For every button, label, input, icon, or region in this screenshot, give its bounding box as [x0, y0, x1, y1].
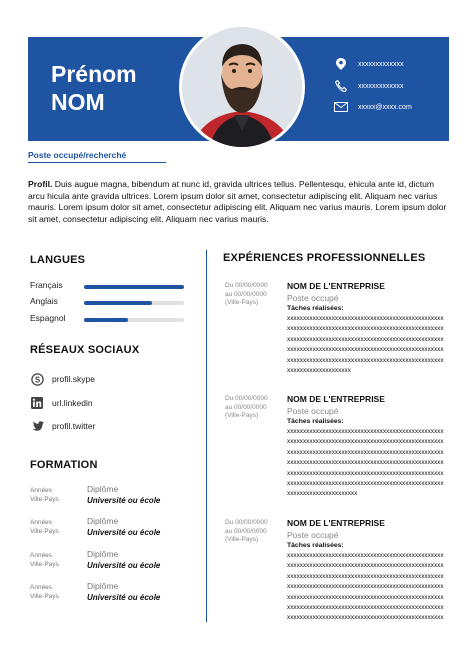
social-skype-text: profil.skype: [52, 374, 95, 384]
experience-date-to: au 00/00/0000: [225, 403, 267, 411]
linkedin-icon: [30, 396, 44, 410]
contact-phone-text: xxxxxxxxxxxxx: [358, 82, 404, 90]
contact-phone: [334, 79, 404, 93]
location-pin-icon: [334, 57, 348, 71]
experience-task-line: xxxxxxxxxxxxxxxxxxxxxxxxxxxxxxxxxxxxxxxxxxxxxxxxx: [287, 593, 444, 601]
experience-dates: [225, 519, 281, 545]
education-years: Années: [30, 552, 53, 559]
education-place: Ville-Pays: [30, 561, 59, 568]
experience-task-line: xxxxxxxxxxxxxxxxxxxxxxxxxxxxxxxxxxxxxxxxxxxxxxxxx: [287, 335, 444, 343]
profile-photo: [179, 24, 305, 150]
education-place: Ville-Pays: [30, 593, 59, 600]
education-title: FORMATION: [30, 459, 98, 471]
experience-date-to: au 00/00/0000: [225, 290, 267, 298]
social-title: RÉSEAUX SOCIAUX: [30, 344, 140, 356]
education-entry: [87, 581, 160, 603]
contact-email: [334, 100, 412, 114]
experience-company: NOM DE L'ENTREPRISE: [287, 394, 385, 404]
experience-position: Poste occupé: [287, 406, 339, 416]
experience-entry: [287, 518, 449, 624]
experience-task-line: xxxxxxxxxxxxxxxxxxxxxxxxxxxxxxxxxxxxxxxxxxxxxxxxx: [287, 562, 444, 570]
education-place: Ville-Pays: [30, 496, 59, 503]
experience-task-line: xxxxxxxxxxxxxxxxxxxxxxxxxxxxxxxxxxxxxxxxxxxxxxxxx: [287, 583, 444, 591]
svg-text:S: S: [34, 374, 40, 384]
education-diploma: Diplôme: [87, 516, 119, 526]
education-diploma: Diplôme: [87, 549, 119, 559]
experience-position: Poste occupé: [287, 293, 339, 303]
contact-address-text: xxxxxxxxxxxxx: [358, 60, 404, 68]
contact-address: [334, 57, 404, 71]
experience-task-line: xxxxxxxxxxxxxxxxxxxxxxxxxxxxxxxxxxxxxxxxxxxxxxxxx: [287, 438, 444, 446]
profile-label: Profil.: [28, 179, 53, 189]
experience-date-from: Du 00/00/0000: [225, 519, 268, 526]
education-school: Université ou école: [87, 528, 161, 537]
experience-task-line: xxxxxxxxxxxxxxxxxxxxxxxxxxxxxxxxxxxxxxxxxxxxxxxxx: [287, 459, 444, 467]
experience-task-line: xxxxxxxxxxxxxxxxxxxxxxxxxxxxxxxxxxxxxxxxxxxxxxxxx: [287, 604, 444, 612]
experience-task-line: xxxxxxxxxxxxxxxxxxxxxxxxxxxxxxxxxxxxxxxxxxxxxxxxx: [287, 356, 444, 364]
social-twitter: [30, 419, 95, 433]
language-level-bar: [84, 318, 184, 322]
education-meta: [30, 583, 59, 601]
language-level-fill: [84, 318, 128, 322]
experience-location: (Ville-Pays): [225, 536, 259, 543]
education-years: Années: [30, 487, 53, 494]
education-school: Université ou école: [87, 561, 161, 570]
experience-entry: [287, 281, 449, 376]
last-name: NOM: [51, 89, 105, 115]
languages-title: LANGUES: [30, 254, 86, 266]
twitter-icon: [30, 419, 44, 433]
social-linkedin: [30, 396, 93, 410]
language-level-fill: [84, 285, 184, 289]
education-meta: [30, 551, 59, 569]
column-divider: [206, 250, 207, 622]
job-title-underline: [28, 162, 166, 163]
education-school: Université ou école: [87, 496, 161, 505]
experience-tasks-label: Tâches réalisées:: [287, 542, 344, 549]
education-meta: [30, 518, 59, 536]
profile-text: Duis augue magna, bibendum at nunc id, gravida ultrices tellus. Pellentesqu, ehicula ante id, dictum arcu hicula ante gravida ultrices. Lorem ipsum dolor sit amet, consectetur adipiscing elit. Aliquam nec varius mauris. Lorem ipsum dolor sit amet, consectetur adipiscing elit. Aliquam nec varius mauris. Lorem ipsum dolor sit amet, consectetur adipiscing elit. Aliquam nec varius mauris.: [28, 179, 447, 224]
education-entry: [87, 484, 160, 506]
experience-task-line: xxxxxxxxxxxxxxxxxxxxxxxxxxxxxxxxxxxxxxxxxxxxxxxxx: [287, 552, 444, 559]
education-years: Années: [30, 584, 53, 591]
social-linkedin-text: url.linkedin: [52, 398, 93, 408]
candidate-name: [51, 60, 137, 116]
education-school: Université ou école: [87, 593, 161, 602]
experience-task-line: xxxxxxxxxxxxxxxxxxxxxxxxxxxxxxxxxxxxxxxxxxxxxxxxx: [287, 315, 444, 322]
social-skype: [30, 372, 95, 386]
experience-task-line: xxxxxxxxxxxxxxxxxxxxxxxxxxxxxxxxxxxxxxxxxxxxxxxxx: [287, 325, 444, 333]
experience-location: (Ville-Pays): [225, 412, 259, 419]
skype-icon: [30, 372, 44, 386]
education-place: Ville-Pays: [30, 528, 59, 535]
experience-company: NOM DE L'ENTREPRISE: [287, 281, 385, 291]
experience-tasks-label: Tâches réalisées:: [287, 305, 344, 312]
experience-location: (Ville-Pays): [225, 299, 259, 306]
experience-task-line: xxxxxxxxxxxxxxxxxxxxxxxxxxxxxxxxxxxxxxxxxxxxxxxxx: [287, 428, 444, 435]
experience-company: NOM DE L'ENTREPRISE: [287, 518, 385, 528]
education-entry: [87, 549, 160, 571]
language-level-bar: [84, 301, 184, 305]
experience-entry: [287, 394, 449, 500]
experience-task-line: xxxxxxxxxxxxxxxxxxxx: [287, 367, 351, 375]
first-name: Prénom: [51, 61, 137, 87]
contact-email-text: xxxxx@xxxx.com: [358, 103, 412, 111]
language-level-fill: [84, 301, 152, 305]
experience-date-from: Du 00/00/0000: [225, 395, 268, 402]
language-level-bar: [84, 285, 184, 289]
language-label: Anglais: [30, 296, 58, 306]
education-diploma: Diplôme: [87, 581, 119, 591]
experience-dates: [225, 282, 281, 308]
experience-position: Poste occupé: [287, 530, 339, 540]
experience-dates: [225, 395, 281, 421]
education-meta: [30, 486, 59, 504]
experience-date-from: Du 00/00/0000: [225, 282, 268, 289]
education-entry: [87, 516, 160, 538]
language-label: Espagnol: [30, 313, 66, 323]
social-twitter-text: profil.twitter: [52, 421, 96, 431]
experience-task-line: xxxxxxxxxxxxxxxxxxxxxxxxxxxxxxxxxxxxxxxxxxxxxxxxx: [287, 480, 444, 488]
job-title: Poste occupé/recherché: [28, 150, 127, 160]
experience-title: EXPÉRIENCES PROFESSIONNELLES: [223, 252, 426, 264]
education-diploma: Diplôme: [87, 484, 119, 494]
phone-icon: [334, 79, 348, 93]
education-years: Années: [30, 519, 53, 526]
language-label: Français: [30, 280, 63, 290]
experience-task-line: xxxxxxxxxxxxxxxxxxxxxx: [287, 490, 358, 498]
profile-summary: [28, 179, 449, 225]
experience-task-line: xxxxxxxxxxxxxxxxxxxxxxxxxxxxxxxxxxxxxxxxxxxxxxxxx: [287, 448, 444, 456]
experience-date-to: au 00/00/0000: [225, 527, 267, 535]
experience-task-line: xxxxxxxxxxxxxxxxxxxxxxxxxxxxxxxxxxxxxxxxxxxxxxxxx: [287, 614, 444, 622]
experience-task-line: xxxxxxxxxxxxxxxxxxxxxxxxxxxxxxxxxxxxxxxxxxxxxxxxx: [287, 469, 444, 477]
experience-tasks-label: Tâches réalisées:: [287, 418, 344, 425]
experience-task-line: xxxxxxxxxxxxxxxxxxxxxxxxxxxxxxxxxxxxxxxxxxxxxxxxx: [287, 572, 444, 580]
envelope-icon: [334, 100, 348, 114]
experience-task-line: xxxxxxxxxxxxxxxxxxxxxxxxxxxxxxxxxxxxxxxxxxxxxxxxx: [287, 346, 444, 354]
